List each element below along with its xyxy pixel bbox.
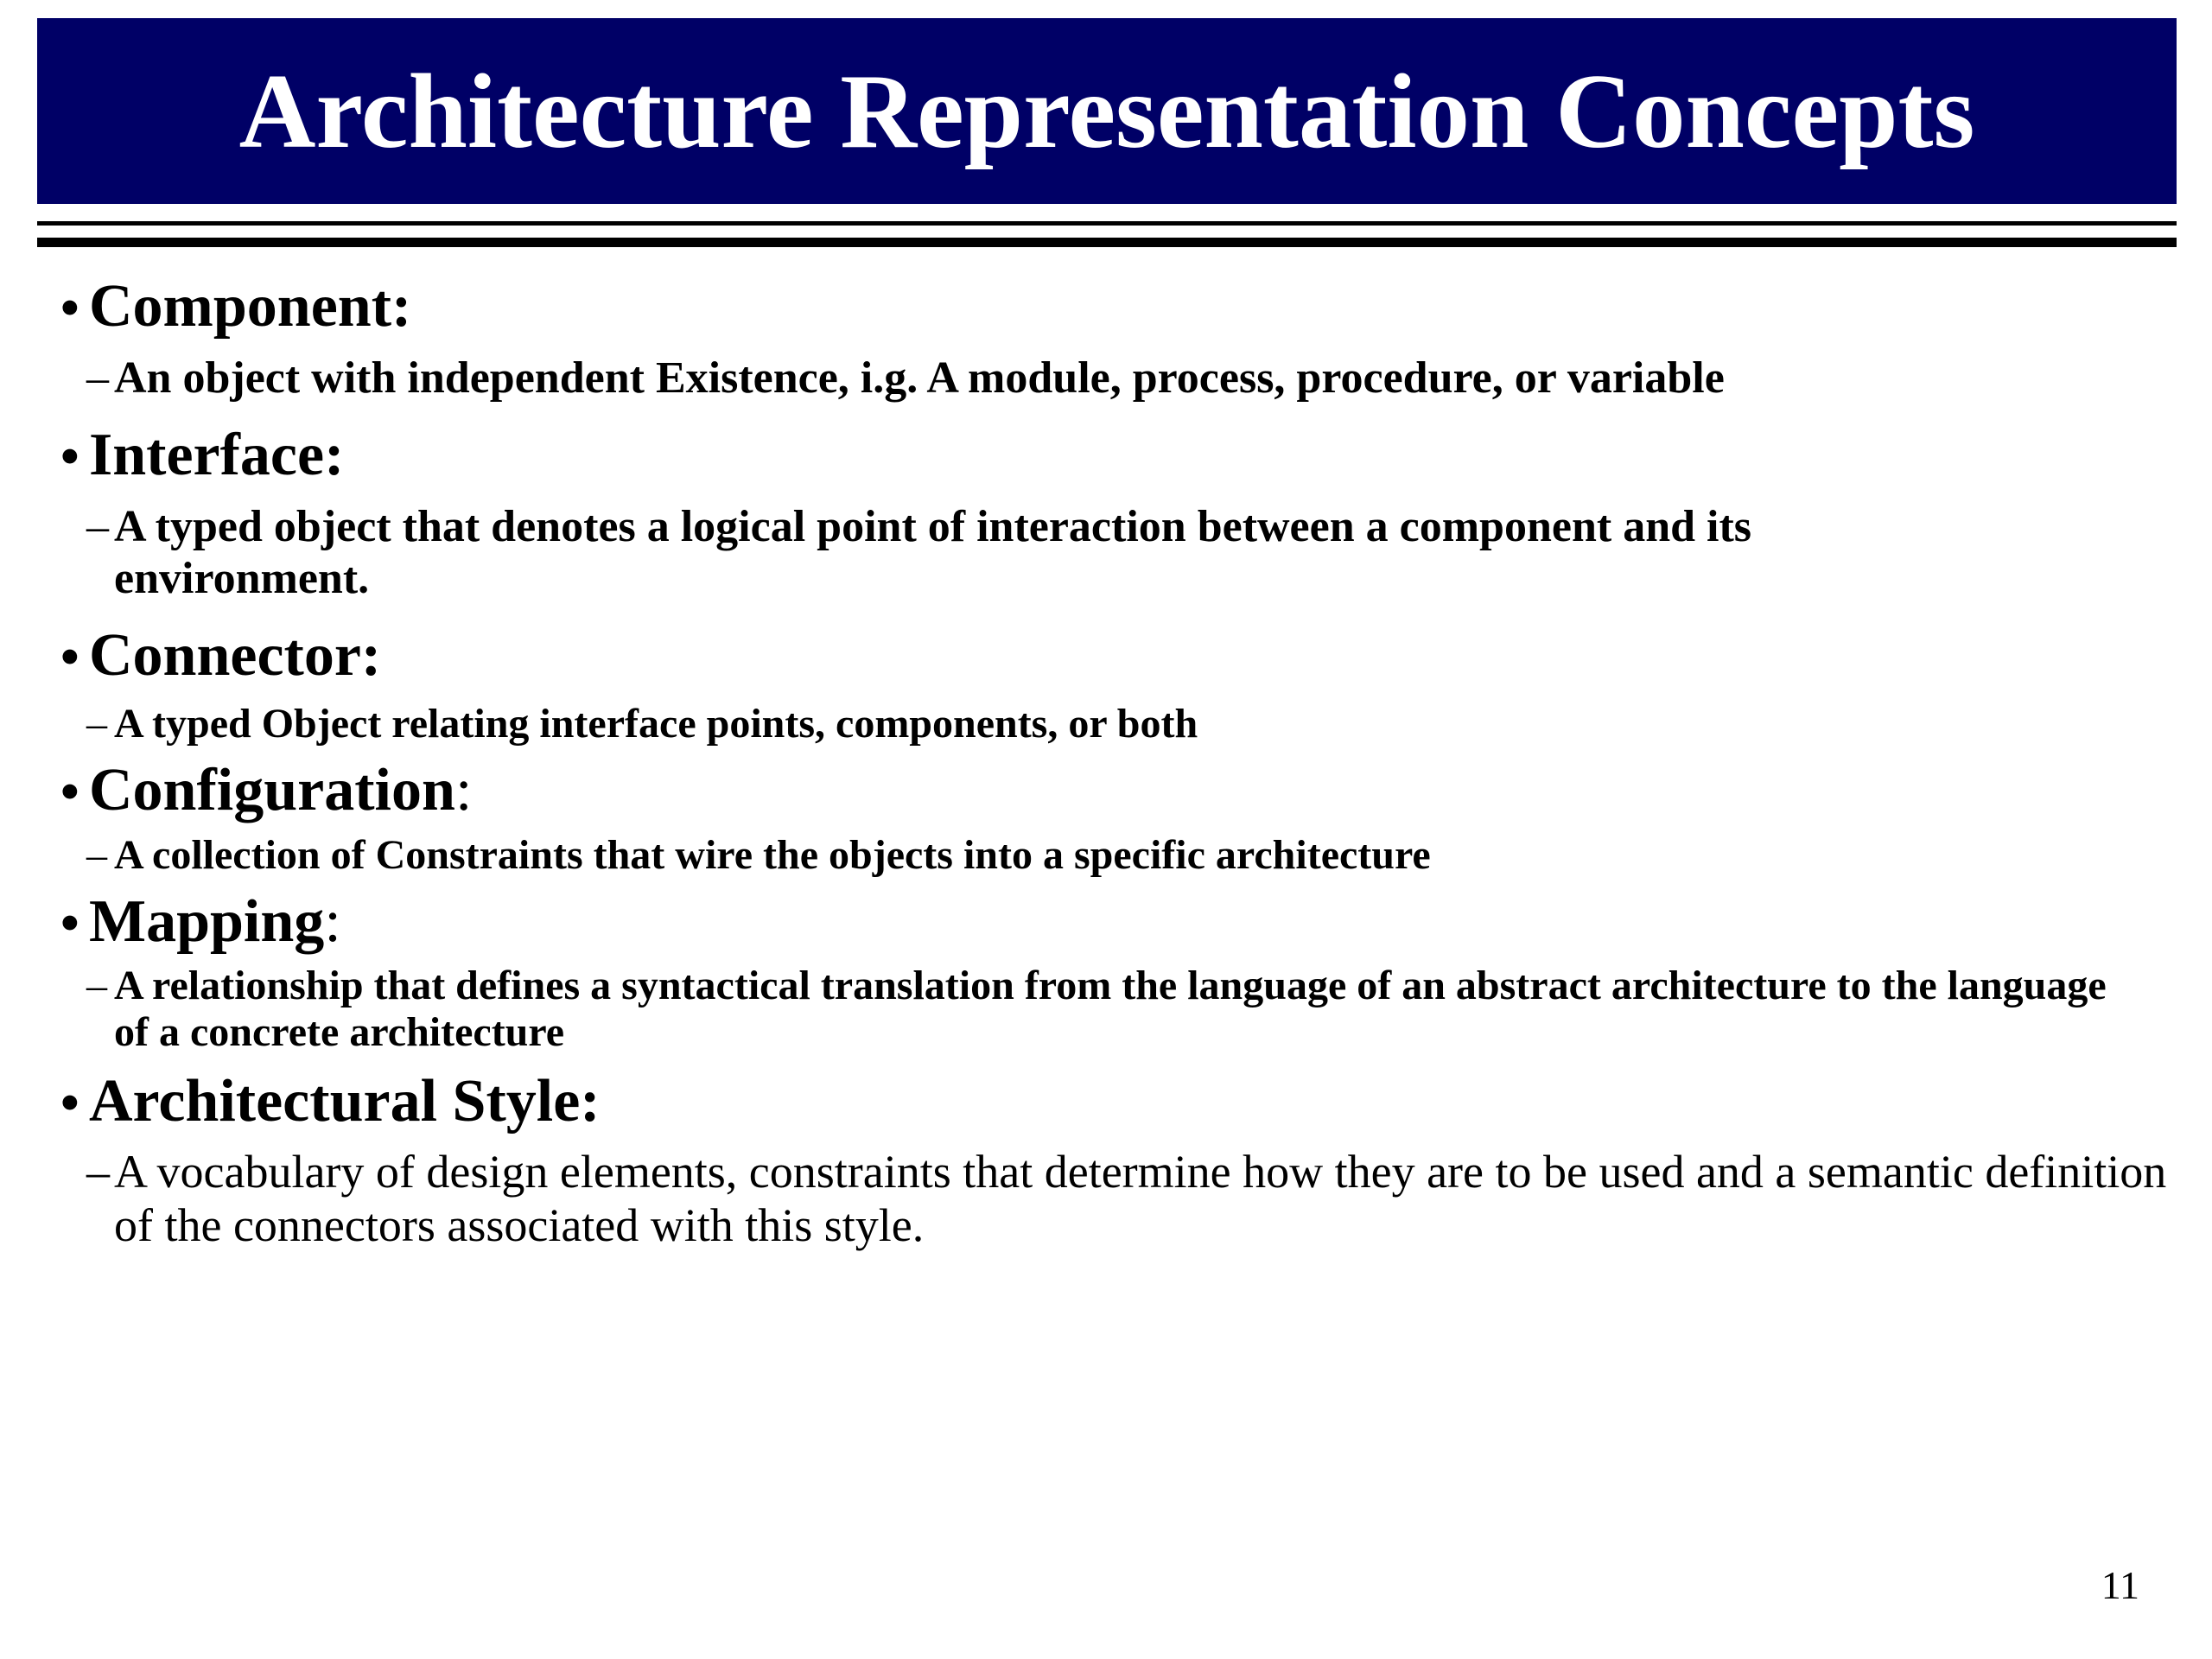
bullet-interface bbox=[60, 422, 345, 488]
description-text: An object with independent Existence, i.g. A module, process, procedure, or variable bbox=[114, 353, 1725, 403]
page-number: 11 bbox=[2101, 1563, 2139, 1607]
bullet-glyph: • bbox=[60, 628, 79, 687]
dash-glyph: – bbox=[86, 963, 107, 1008]
term-colon: : bbox=[324, 888, 341, 955]
term-component: Component: bbox=[89, 273, 412, 340]
dash-glyph: – bbox=[86, 832, 107, 878]
term-architectural-style: Architectural Style: bbox=[89, 1068, 601, 1135]
term-colon: : bbox=[454, 757, 473, 823]
dash-glyph: – bbox=[86, 353, 109, 403]
bullet-configuration bbox=[60, 757, 473, 823]
term-interface: Interface: bbox=[89, 422, 345, 488]
description-text: A relationship that defines a syntactical translation from the language of an abstract architecture to the language of a concrete architecture bbox=[114, 963, 2107, 1055]
bullet-mapping bbox=[60, 888, 341, 955]
description-configuration bbox=[86, 831, 2188, 879]
description-text: A typed object that denotes a logical point of interaction between a component and its environment. bbox=[114, 502, 1752, 603]
bullet-connector bbox=[60, 622, 382, 689]
term-connector: Connector: bbox=[89, 622, 382, 689]
description-text: A vocabulary of design elements, constraints that determine how they are to be used and a semantic definition of the connectors associated with this style. bbox=[114, 1146, 2167, 1252]
description-component bbox=[86, 353, 2188, 404]
term-configuration: Configuration bbox=[89, 757, 455, 823]
bullet-glyph: • bbox=[60, 428, 79, 486]
description-connector bbox=[86, 700, 2188, 747]
dash-glyph: – bbox=[86, 1146, 110, 1198]
term-mapping: Mapping bbox=[89, 888, 325, 955]
bullet-glyph: • bbox=[60, 763, 79, 822]
bullet-glyph: • bbox=[60, 1074, 79, 1133]
bullet-glyph: • bbox=[60, 894, 79, 953]
description-interface bbox=[86, 501, 2015, 605]
bullet-component bbox=[60, 273, 412, 340]
dash-glyph: – bbox=[86, 701, 107, 747]
dash-glyph: – bbox=[86, 502, 109, 551]
description-architectural-style bbox=[86, 1145, 2171, 1252]
description-text: A collection of Constraints that wire the objects into a specific architecture bbox=[114, 832, 1431, 878]
slide-title: Architecture Representation Concepts bbox=[238, 52, 1975, 170]
bullet-architectural-style bbox=[60, 1068, 601, 1135]
bullet-glyph: • bbox=[60, 279, 79, 338]
description-text: A typed Object relating interface points, components, or both bbox=[114, 701, 1198, 747]
description-mapping bbox=[86, 963, 2110, 1056]
